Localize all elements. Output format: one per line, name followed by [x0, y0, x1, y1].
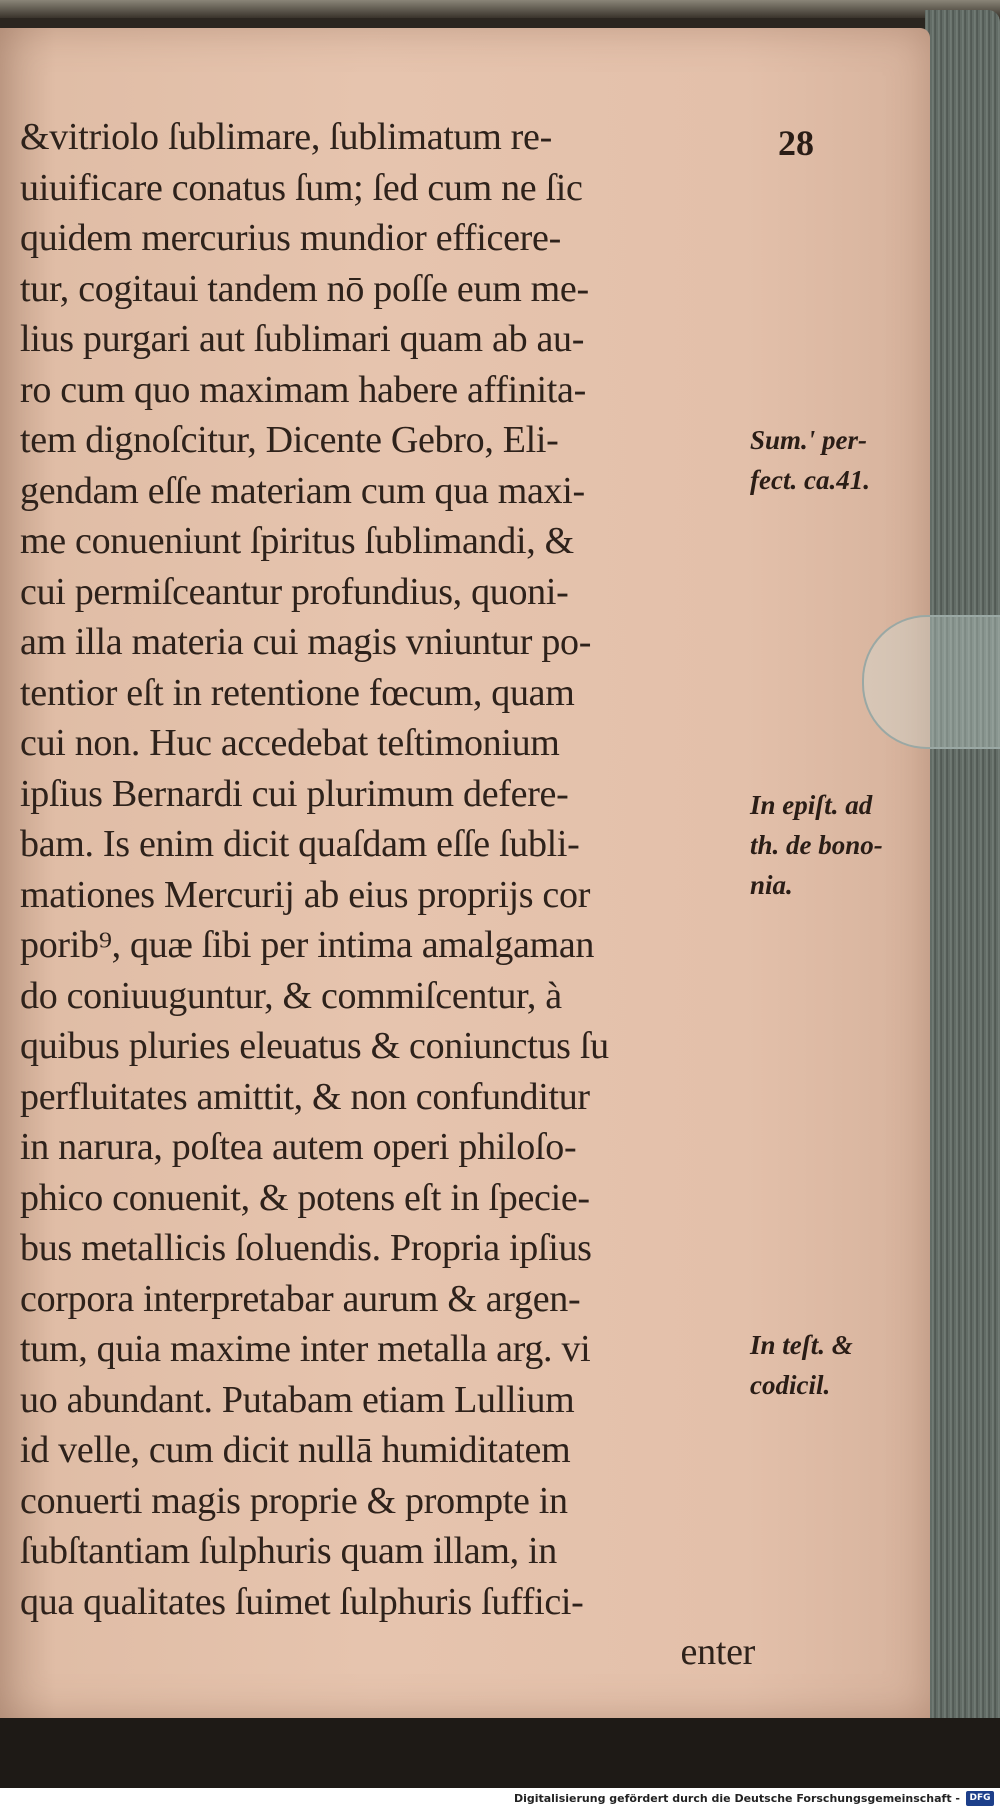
text-line: porib⁹, quæ ſibi per intima amalgaman — [20, 924, 595, 966]
text-line: cui permiſceantur profundius, quoni- — [20, 570, 569, 613]
footer-credit: Digitalisierung gefördert durch die Deutsche Forschungsgemeinschaft - — [513, 1792, 960, 1805]
text-line: tentior eſt in retentione fœcum, quam — [20, 671, 575, 714]
margin-note-3 — [750, 1325, 920, 1405]
text-line: cui non. Huc accedebat teſtimonium — [20, 722, 560, 764]
text-line: uiuificare conatus ſum; ſed cum ne ſic — [20, 166, 583, 209]
text-line: in narura, poſtea autem operi philoſo- — [20, 1126, 577, 1168]
scan-bottom-band — [0, 1718, 1000, 1788]
text-line: qua qualitates ſuimet ſulphuris ſuffici- — [20, 1580, 584, 1623]
text-line: ipſius Bernardi cui plurimum defere- — [20, 772, 569, 815]
margin-note-2 — [750, 785, 920, 905]
text-line: gendam eſſe materiam cum qua maxi- — [20, 469, 585, 512]
text-line: ſubſtantiam ſulphuris quam illam, in — [20, 1530, 557, 1572]
dfg-logo-icon: DFG — [966, 1791, 994, 1806]
text-line: do coniuuguntur, & commiſcentur, à — [20, 974, 562, 1017]
digitization-footer — [0, 1788, 1000, 1809]
text-line: perfluitates amittit, & non confunditur — [20, 1075, 590, 1118]
scan-top-strip — [0, 0, 1000, 18]
text-line: lius purgari aut ſublimari quam ab au- — [20, 318, 585, 360]
text-line: mationes Mercurij ab eius proprijs cor — [20, 873, 591, 916]
text-line: quidem mercurius mundior efficere- — [20, 217, 561, 259]
text-line: conuerti magis proprie & prompte in — [20, 1479, 568, 1522]
margin-note-line: In teſt. & — [750, 1330, 853, 1360]
text-line: &vitriolo ſublimare, ſublimatum re- — [20, 116, 552, 158]
margin-note-line: In epiſt. ad — [750, 790, 873, 820]
book-fore-edge — [925, 10, 1000, 1730]
page-number: 28 — [778, 123, 814, 163]
main-text-block — [20, 112, 760, 1678]
text-line: tum, quia maxime inter metalla arg. vi — [20, 1328, 591, 1370]
text-line: tem dignoſcitur, Dicente Gebro, Eli- — [20, 419, 559, 461]
text-line: bus metallicis ſoluendis. Propria ipſius — [20, 1227, 592, 1269]
text-line: ro cum quo maximam habere affinita- — [20, 368, 586, 411]
text-line: bam. Is enim dicit quaſdam eſſe ſubli- — [20, 823, 580, 865]
text-line: corpora interpretabar aurum & argen- — [20, 1277, 581, 1320]
text-line: id velle, cum dicit nullā humiditatem — [20, 1429, 571, 1471]
margin-note-line: nia. — [750, 870, 793, 900]
bookmark-tab — [862, 615, 1000, 749]
margin-note-1 — [750, 420, 920, 500]
text-line: am illa materia cui magis vniuntur po- — [20, 621, 592, 663]
text-line: enter — [680, 1631, 755, 1673]
text-line: me conueniunt ſpiritus ſublimandi, & — [20, 520, 574, 562]
text-line: phico conuenit, & potens eſt in ſpecie- — [20, 1176, 590, 1219]
text-line: quibus pluries eleuatus & coniunctus ſu — [20, 1025, 609, 1067]
margin-note-line: Sum.' per- — [750, 425, 868, 455]
margin-note-line: th. de bono- — [750, 830, 883, 860]
margin-note-line: codicil. — [750, 1370, 831, 1400]
text-line: uo abundant. Putabam etiam Lullium — [20, 1378, 575, 1421]
text-line: tur, cogitaui tandem nō poſſe eum me- — [20, 267, 589, 310]
margin-note-line: fect. ca.41. — [750, 465, 870, 495]
